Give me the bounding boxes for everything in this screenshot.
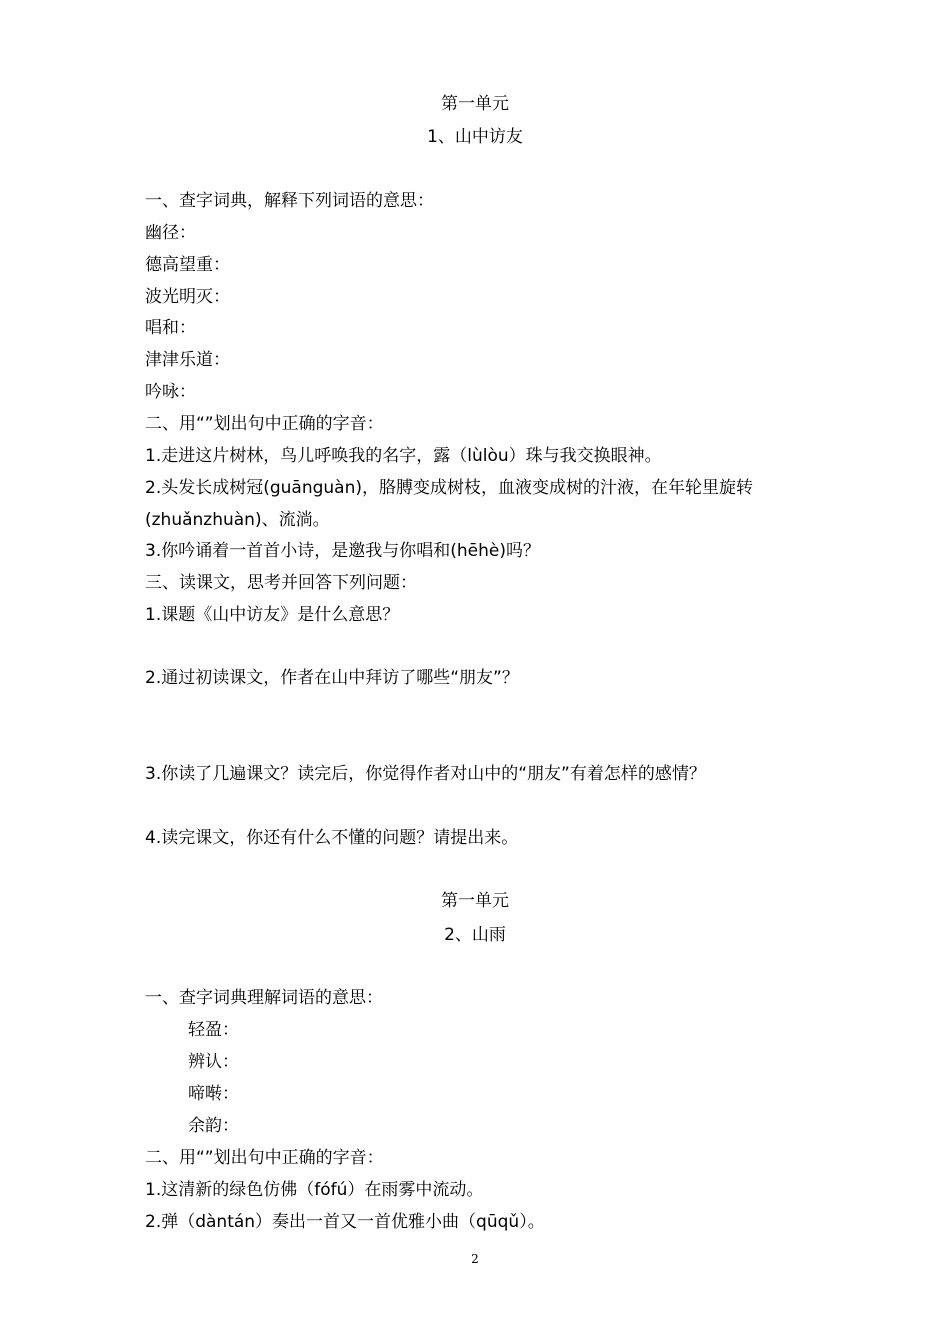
question-heading: 一、查字词典理解词语的意思：	[145, 988, 383, 1008]
pronunciation-item: 1.这清新的绿色仿佛（fófú）在雨雾中流动。	[145, 1180, 484, 1200]
page-number: 2	[471, 1252, 479, 1266]
lesson-title: 2、山雨	[444, 925, 506, 945]
vocab-item: 辨认：	[188, 1052, 239, 1072]
pronunciation-item: 2.头发长成树冠(guānguàn)，胳膊变成树枝，血液变成树的汁液，在年轮里旋转	[145, 478, 753, 498]
lesson-title: 1、山中访友	[427, 127, 523, 147]
reading-question: 4.读完课文，你还有什么不懂的问题？请提出来。	[145, 828, 519, 848]
vocab-item: 津津乐道：	[145, 350, 230, 370]
reading-question: 2.通过初读课文，作者在山中拜访了哪些“朋友”？	[145, 668, 519, 688]
vocab-item: 德高望重：	[145, 255, 230, 275]
question-heading: 三、读课文，思考并回答下列问题：	[145, 573, 417, 593]
vocab-item: 余韵：	[188, 1116, 239, 1136]
question-heading: 二、用“”划出句中正确的字音：	[145, 1148, 384, 1168]
vocab-item: 吟咏：	[145, 382, 196, 402]
unit-heading: 第一单元	[441, 94, 509, 114]
vocab-item: 啼啭：	[188, 1084, 239, 1104]
pronunciation-item: (zhuǎnzhuàn)、流淌。	[145, 510, 330, 530]
question-heading: 一、查字词典，解释下列词语的意思：	[145, 191, 434, 211]
reading-question: 1.课题《山中访友》是什么意思？	[145, 605, 400, 625]
vocab-item: 唱和：	[145, 318, 196, 338]
vocab-item: 轻盈：	[188, 1020, 239, 1040]
vocab-item: 波光明灭：	[145, 287, 230, 307]
unit-heading: 第一单元	[441, 891, 509, 911]
reading-question: 3.你读了几遍课文？读完后，你觉得作者对山中的“朋友”有着怎样的感情？	[145, 764, 706, 784]
vocab-item: 幽径：	[145, 223, 196, 243]
pronunciation-item: 3.你吟诵着一首首小诗，是邀我与你唱和(hēhè)吗？	[145, 541, 540, 561]
pronunciation-item: 2.弹（dàntán）奏出一首又一首优雅小曲（qūqǔ）。	[145, 1212, 545, 1232]
question-heading: 二、用“”划出句中正确的字音：	[145, 414, 384, 434]
pronunciation-item: 1.走进这片树林，鸟儿呼唤我的名字，露（lùlòu）珠与我交换眼神。	[145, 446, 662, 466]
